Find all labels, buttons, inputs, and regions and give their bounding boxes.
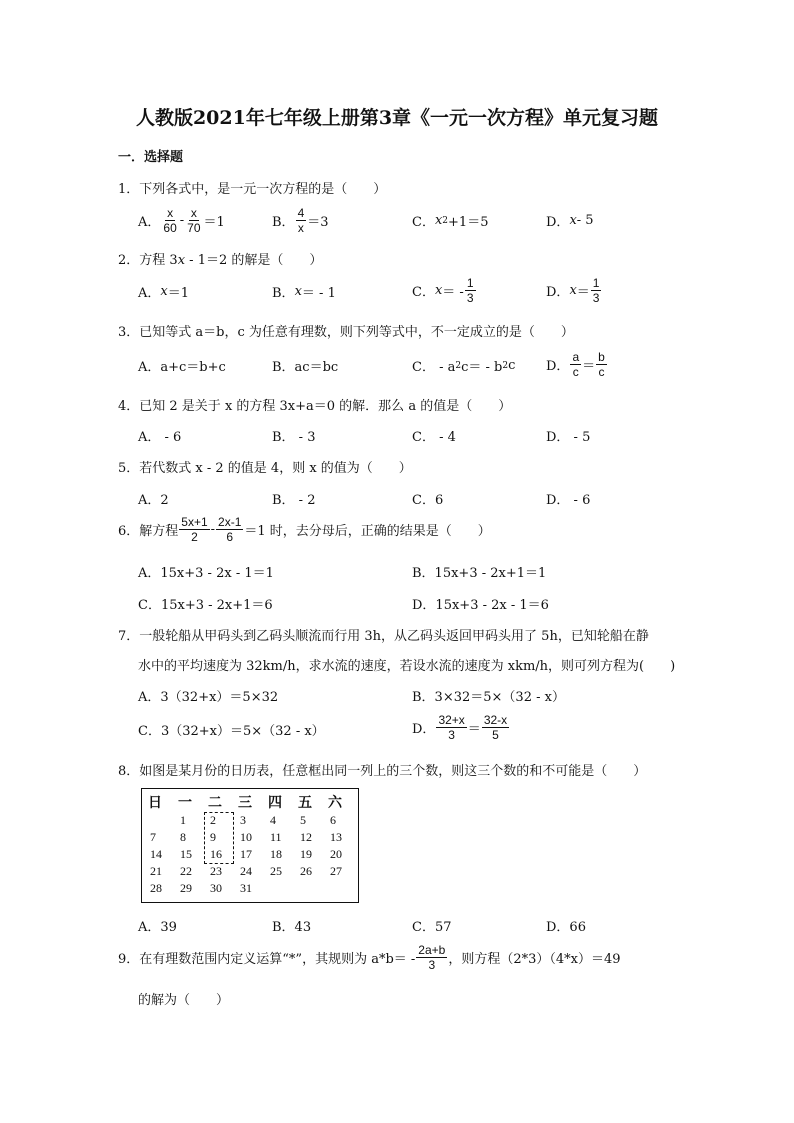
calendar-row (148, 846, 358, 863)
calendar-cell: 17 (240, 847, 252, 861)
calendar-cell: 30 (210, 881, 222, 895)
question-1-option-a: A． $\frac{x}{60}$ - $\frac{x}{70}$ ＝1 (138, 206, 225, 235)
calendar-cell: 9 (210, 830, 216, 844)
calendar-cell: 12 (300, 830, 312, 844)
calendar-cell: 5 (300, 813, 306, 827)
calendar-cell: 21 (150, 864, 162, 878)
question-8-stem: 8．如图是某月份的日历表，任意框出同一列上的三个数，则这三个数的和不可能是（ ） (118, 764, 647, 779)
question-5-option-a: A．2 (138, 493, 169, 508)
question-7-option-d: D． $\frac{32+x}{3}$ ＝ $\frac{32-x}{5}$ (412, 713, 508, 742)
question-7-option-c: C．3（32+x）＝5×（32 - x） (138, 724, 325, 739)
calendar-header-cell: 一 (178, 795, 192, 811)
calendar-cell: 27 (330, 864, 342, 878)
question-4-option-c: C． - 4 (412, 430, 456, 445)
calendar-header-cell: 日 (148, 795, 162, 811)
calendar-cell: 11 (270, 830, 282, 844)
calendar-cell: 22 (180, 864, 192, 878)
calendar-cell: 2 (210, 813, 216, 827)
calendar-header-cell: 三 (238, 795, 252, 811)
calendar-cell: 23 (210, 864, 222, 878)
question-8-option-d: D．66 (546, 920, 586, 935)
calendar-header-cell: 二 (208, 795, 222, 811)
question-3-option-d: D． $\frac{a}{c}$ ＝ $\frac{b}{c}$ (546, 350, 605, 379)
question-3-option-a: A．a+c＝b+c (138, 360, 226, 375)
question-4-option-d: D． - 5 (546, 430, 591, 445)
calendar-header-cell: 五 (298, 795, 312, 811)
question-2-option-a: A． x ＝1 (138, 284, 190, 301)
question-1-option-b: B． $\frac{4}{x}$ ＝3 (272, 206, 329, 235)
calendar-cell: 1 (180, 813, 186, 827)
calendar-header-row (148, 792, 358, 812)
question-9-stem-line-2: 的解为（ ） (138, 993, 230, 1008)
calendar-cell: 15 (180, 847, 192, 861)
question-6-stem: 6．解方程 $\frac{5x+1}{2}$ - $\frac{2x-1}{6}$ ＝1 时，去分母后，正确的结果是（ ） (118, 515, 491, 544)
question-1-option-c: C． x 2 +1＝5 (412, 213, 489, 230)
calendar-cell: 7 (150, 830, 156, 844)
question-6-option-b: B．15x+3 - 2x+1＝1 (412, 566, 547, 581)
page-title: 人教版2021年七年级上册第3章《一元一次方程》单元复习题 (135, 107, 659, 129)
calendar-row (148, 812, 358, 829)
question-6-option-a: A．15x+3 - 2x - 1＝1 (138, 566, 274, 581)
question-9-stem: 9．在有理数范围内定义运算“*”，其规则为 a*b＝ - $\frac{2a+b}{3}$ ，则方程（2*3）（4*x）＝49 (118, 943, 621, 972)
question-3-option-c: C． - a 2 c＝ - b 2 c (412, 358, 516, 375)
calendar-cell: 8 (180, 830, 186, 844)
calendar-cell: 28 (150, 881, 162, 895)
question-5-option-b: B． - 2 (272, 493, 316, 508)
calendar-row (148, 829, 358, 846)
calendar-cell: 25 (270, 864, 282, 878)
calendar-cell (298, 880, 328, 897)
calendar-header-cell: 六 (328, 795, 342, 811)
calendar-cell: 16 (210, 847, 222, 861)
question-8-option-a: A．39 (138, 920, 177, 935)
calendar-cell (328, 880, 358, 897)
question-2-option-b: B． x ＝ - 1 (272, 284, 336, 301)
question-3-stem: 3．已知等式 a＝b，c 为任意有理数，则下列等式中，不一定成立的是（ ） (118, 325, 574, 340)
question-4-option-b: B． - 3 (272, 430, 316, 445)
calendar-cell: 24 (240, 864, 252, 878)
calendar-cell: 26 (300, 864, 312, 878)
question-7-option-b: B．3×32＝5×（32 - x） (412, 690, 565, 705)
question-1-stem: 1．下列各式中，是一元一次方程的是（ ） (118, 182, 387, 197)
calendar-cell: 18 (270, 847, 282, 861)
calendar-cell: 29 (180, 881, 192, 895)
question-5-option-d: D． - 6 (546, 493, 591, 508)
calendar-cell: 6 (330, 813, 336, 827)
calendar-cell: 20 (330, 847, 342, 861)
section-heading: 一．选择题 (118, 150, 184, 165)
question-8-option-b: B．43 (272, 920, 312, 935)
question-4-stem: 4．已知 2 是关于 x 的方程 3x+a＝0 的解．那么 a 的值是（ ） (118, 399, 512, 414)
calendar-cell: 13 (330, 830, 342, 844)
calendar-row (148, 863, 358, 880)
calendar-cell (268, 880, 298, 897)
question-2-option-c: C． x ＝ - $\frac{1}{3}$ (412, 276, 474, 305)
question-7-option-a: A．3（32+x）＝5×32 (138, 690, 279, 705)
calendar-cell: 31 (240, 881, 252, 895)
calendar-cell (148, 812, 178, 829)
question-5-option-c: C．6 (412, 493, 444, 508)
calendar-selection-frame (204, 812, 234, 864)
calendar-cell: 10 (240, 830, 252, 844)
question-5-stem: 5．若代数式 x - 2 的值是 4，则 x 的值为（ ） (118, 461, 412, 476)
calendar-cell: 4 (270, 813, 276, 827)
calendar-table (141, 788, 359, 903)
question-6-option-d: D．15x+3 - 2x - 1＝6 (412, 598, 549, 613)
question-8-option-c: C．57 (412, 920, 452, 935)
question-7-stem-line-2: 水中的平均速度为 32km/h，求水流的速度，若设水流的速度为 xkm/h，则可列方程为( ) (138, 659, 676, 674)
question-6-option-c: C．15x+3 - 2x+1＝6 (138, 598, 273, 613)
calendar-header-cell: 四 (268, 795, 282, 811)
question-7-stem-line-1: 7．一般轮船从甲码头到乙码头顺流而行用 3h，从乙码头返回甲码头用了 5h，已知轮船在静 (118, 629, 649, 644)
question-4-option-a: A． - 6 (138, 430, 182, 445)
calendar-cell: 3 (240, 813, 246, 827)
question-1-option-d: D． x - 5 (546, 213, 594, 230)
calendar-cell: 19 (300, 847, 312, 861)
question-2-stem: 2．方程 3x - 1＝2 的解是（ ） (118, 253, 323, 268)
calendar-cell: 14 (150, 847, 162, 861)
calendar-row (148, 880, 358, 897)
question-3-option-b: B．ac＝bc (272, 360, 339, 375)
question-2-option-d: D． x ＝ $\frac{1}{3}$ (546, 276, 600, 305)
